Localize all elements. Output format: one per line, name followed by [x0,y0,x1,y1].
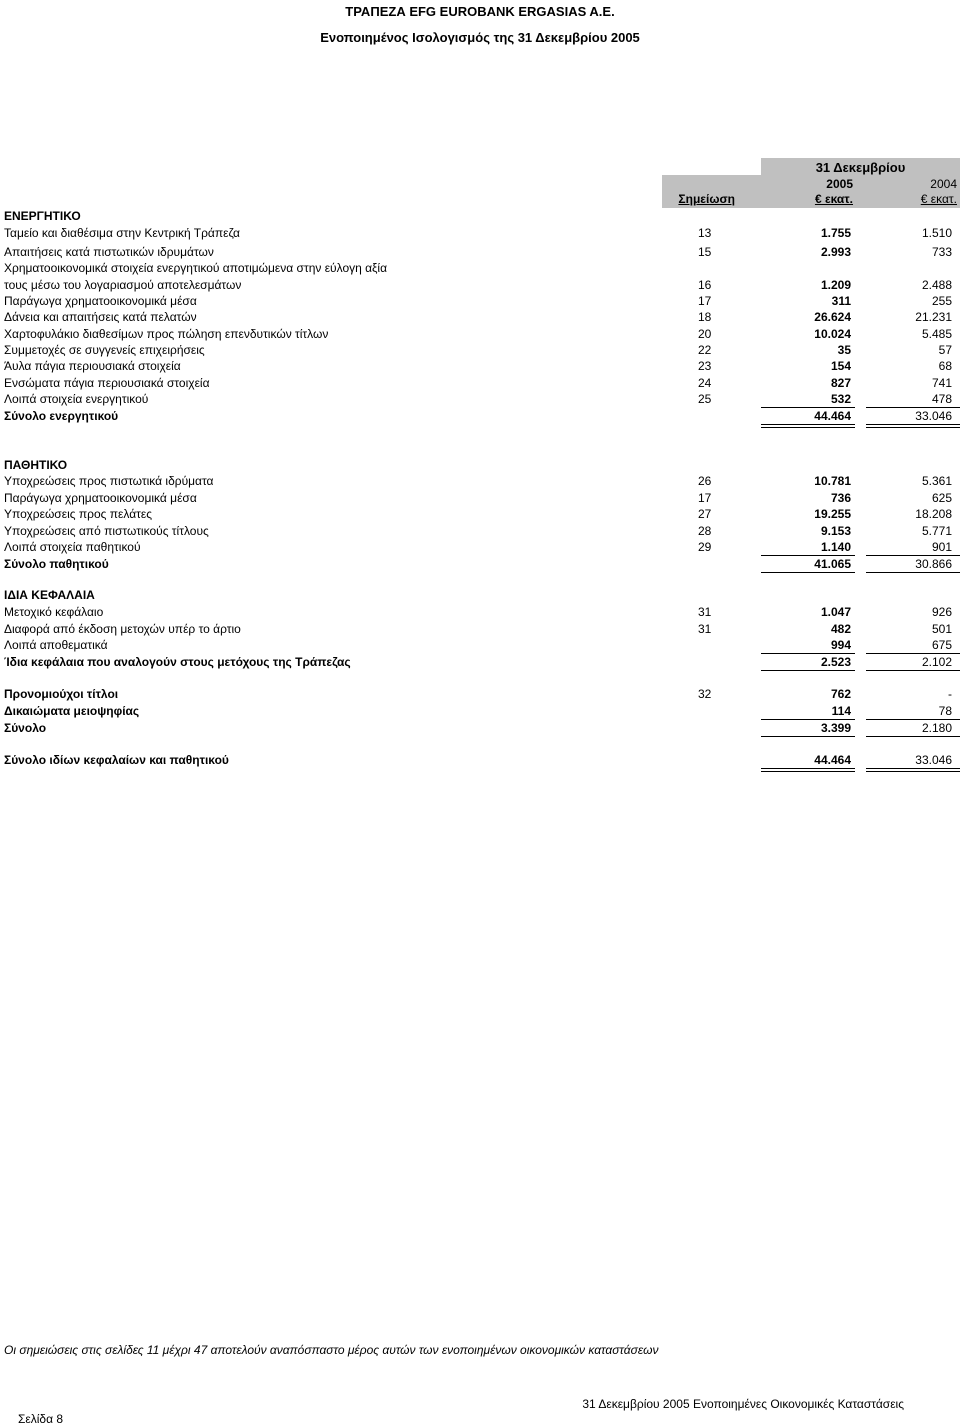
asset-note: 23 [698,359,712,373]
unit-2005-header: € εκατ. [814,192,853,206]
asset-v2005: 154 [830,359,851,373]
equity-total-label: Ίδια κεφάλαια που αναλογούν στους μετόχους της Τράπεζας [4,655,351,669]
footnote: Οι σημειώσεις στις σελίδες 11 μέχρι 47 αποτελούν αναπόσπαστο μέρος αυτών των ενοποιημένων οικονομικών καταστάσεων [4,1343,659,1357]
equity-v2005: 1.047 [820,605,851,619]
assets-total-label: Σύνολο ενεργητικού [4,409,119,423]
preferred-2004: - [948,687,952,701]
liability-v2004: 625 [931,491,952,505]
grand-total-label: Σύνολο ιδίων κεφαλαίων και παθητικού [4,753,229,767]
liability-v2004: 18.208 [915,507,952,521]
asset-label: Άυλα πάγια περιουσιακά στοιχεία [4,359,181,373]
liability-row [0,473,960,489]
year-2004-header: 2004 [930,177,957,191]
asset-row [0,391,960,407]
note-column-header: Σημείωση [678,192,735,206]
preferred-row [0,686,960,702]
liabilities-total-2004: 30.866 [915,557,952,571]
assets-heading: ΕΝΕΡΓΗΤΙΚΟ [4,209,81,223]
liability-label: Λοιπά στοιχεία παθητικού [4,540,141,554]
liability-v2004: 5.361 [921,474,952,488]
equity-sum-label: Σύνολο [4,721,47,735]
liability-v2005: 736 [830,491,851,505]
asset-v2004: 255 [931,294,952,308]
liabilities-total-line-2004 [866,572,960,573]
liability-note: 17 [698,491,712,505]
asset-v2004: 68 [938,359,952,373]
asset-v2005: 10.024 [814,327,851,341]
equity-v2004: 926 [931,605,952,619]
equity-sum-under-line-2005 [761,736,855,737]
asset-label: Παράγωγα χρηματοοικονομικά μέσα [4,294,197,308]
liability-v2004: 5.771 [921,524,952,538]
liabilities-total-row [0,556,960,572]
asset-note: 18 [698,310,712,324]
equity-v2004: 675 [931,638,952,652]
grand-total-2005: 44.464 [814,753,851,767]
liability-v2005: 9.153 [820,524,851,538]
asset-row [0,342,960,358]
bank-name: ΤΡΑΠΕΖΑ EFG EUROBANK ERGASIAS A.E. [345,4,615,19]
asset-v2004: 5.485 [921,327,952,341]
asset-v2004: 478 [931,392,952,406]
asset-v2004: 2.488 [921,278,952,292]
asset-v2004: 741 [931,376,952,390]
asset-note: 25 [698,392,712,406]
asset-v2005: 532 [830,392,851,406]
equity-row [0,621,960,637]
asset-v2005: 311 [831,294,851,308]
asset-row [0,277,960,293]
asset-row [0,225,960,241]
asset-v2004: 733 [931,245,952,259]
asset-note: 24 [698,376,712,390]
liabilities-total-line-2005 [761,572,855,573]
equity-total-row [0,654,960,670]
liability-label: Υποχρεώσεις προς πιστωτικά ιδρύματα [4,474,214,488]
liability-row [0,490,960,506]
liability-v2005: 1.140 [820,540,851,554]
preferred-note: 32 [698,687,712,701]
grand-total-double-line-2004 [866,768,960,772]
page-number: Σελίδα 8 [18,1412,64,1426]
asset-v2005: 35 [837,343,851,357]
liability-note: 29 [698,540,712,554]
liabilities-total-2005: 41.065 [814,557,851,571]
equity-total-2004: 2.102 [921,655,952,669]
equity-label: Μετοχικό κεφάλαιο [4,605,104,619]
asset-note: 20 [698,327,712,341]
year-2005-header: 2005 [826,177,853,191]
asset-row [0,244,960,260]
asset-label: Χρηματοοικονομικά στοιχεία ενεργητικού αποτιμώμενα στην εύλογη αξία [4,261,388,275]
equity-sum-2005: 3.399 [820,721,851,735]
asset-label: τους μέσω του λογαριασμού αποτελεσμάτων [4,278,242,292]
equity-v2005: 994 [830,638,851,652]
equity-sum-row [0,720,960,736]
preferred-label: Προνομιούχοι τίτλοι [4,687,119,701]
equity-label: Διαφορά από έκδοση μετοχών υπέρ το άρτιο [4,622,241,636]
asset-row [0,293,960,309]
asset-note: 15 [698,245,712,259]
assets-total-2005: 44.464 [814,409,851,423]
asset-note: 17 [698,294,712,308]
asset-row [0,309,960,325]
liability-note: 26 [698,474,712,488]
asset-v2005: 26.624 [814,310,851,324]
equity-note: 31 [698,622,712,636]
assets-total-2004: 33.046 [915,409,952,423]
liability-note: 28 [698,524,712,538]
minority-2004: 78 [938,704,952,718]
equity-total-2005: 2.523 [820,655,851,669]
liability-label: Υποχρεώσεις προς πελάτες [4,507,153,521]
liability-row [0,506,960,522]
equity-note: 31 [698,605,712,619]
equity-sum-2004: 2.180 [921,721,952,735]
equity-heading-row [0,587,960,603]
asset-label: Δάνεια και απαιτήσεις κατά πελατών [4,310,197,324]
asset-label: Χαρτοφυλάκιο διαθεσίμων προς πώληση επενδυτικών τίτλων [4,327,329,341]
assets-total-row [0,408,960,424]
minority-label: Δικαιώματα μειοψηφίας [4,704,140,718]
assets-total-double-line-2005 [761,424,855,428]
minority-row [0,703,960,719]
equity-row [0,604,960,620]
asset-note: 13 [698,226,712,240]
minority-2005: 114 [831,704,851,718]
liability-note: 27 [698,507,712,521]
liability-row [0,523,960,539]
equity-total-line-2005 [761,670,855,671]
asset-label: Συμμετοχές σε συγγενείς επιχειρήσεις [4,343,205,357]
equity-row [0,637,960,653]
liability-label: Υποχρεώσεις από πιστωτικούς τίτλους [4,524,209,538]
period-header: 31 Δεκεμβρίου [815,160,906,175]
equity-v2005: 482 [830,622,851,636]
preferred-2005: 762 [830,687,851,701]
equity-label: Λοιπά αποθεματικά [4,638,108,652]
equity-total-line-2004 [866,670,960,671]
asset-v2005: 827 [830,376,851,390]
statement-title: Ενοποιημένος Ισολογισμός της 31 Δεκεμβρίου 2005 [320,30,640,45]
assets-heading-row [0,208,960,224]
asset-v2004: 57 [938,343,952,357]
asset-v2004: 21.231 [915,310,952,324]
footer-title: 31 Δεκεμβρίου 2005 Ενοποιημένες Οικονομικές Καταστάσεις [582,1397,904,1411]
asset-v2005: 1.755 [820,226,851,240]
equity-heading: ΙΔΙΑ ΚΕΦΑΛΑΙΑ [4,588,95,602]
asset-row [0,326,960,342]
assets-total-double-line-2004 [866,424,960,428]
liability-v2005: 10.781 [814,474,851,488]
grand-total-2004: 33.046 [915,753,952,767]
grand-total-row [0,752,960,768]
asset-row [0,375,960,391]
asset-row [0,358,960,374]
grand-total-double-line-2005 [761,768,855,772]
asset-label: Λοιπά στοιχεία ενεργητικού [4,392,149,406]
asset-v2005: 1.209 [820,278,851,292]
liabilities-heading-row [0,457,960,473]
asset-note: 22 [698,343,712,357]
liability-v2004: 901 [931,540,952,554]
equity-v2004: 501 [931,622,952,636]
liability-row [0,539,960,555]
asset-label: Ενσώματα πάγια περιουσιακά στοιχεία [4,376,210,390]
liability-v2005: 19.255 [814,507,851,521]
equity-sum-under-line-2004 [866,736,960,737]
unit-2004-header: € εκατ. [920,192,957,206]
liabilities-total-label: Σύνολο παθητικού [4,557,109,571]
asset-row [0,260,960,276]
liability-label: Παράγωγα χρηματοοικονομικά μέσα [4,491,197,505]
asset-v2005: 2.993 [820,245,851,259]
liabilities-heading: ΠΑΘΗΤΙΚΟ [4,458,68,472]
asset-label: Ταμείο και διαθέσιμα στην Κεντρική Τράπεζα [4,226,240,240]
asset-label: Απαιτήσεις κατά πιστωτικών ιδρυμάτων [4,245,214,259]
asset-v2004: 1.510 [921,226,952,240]
asset-note: 16 [698,278,712,292]
